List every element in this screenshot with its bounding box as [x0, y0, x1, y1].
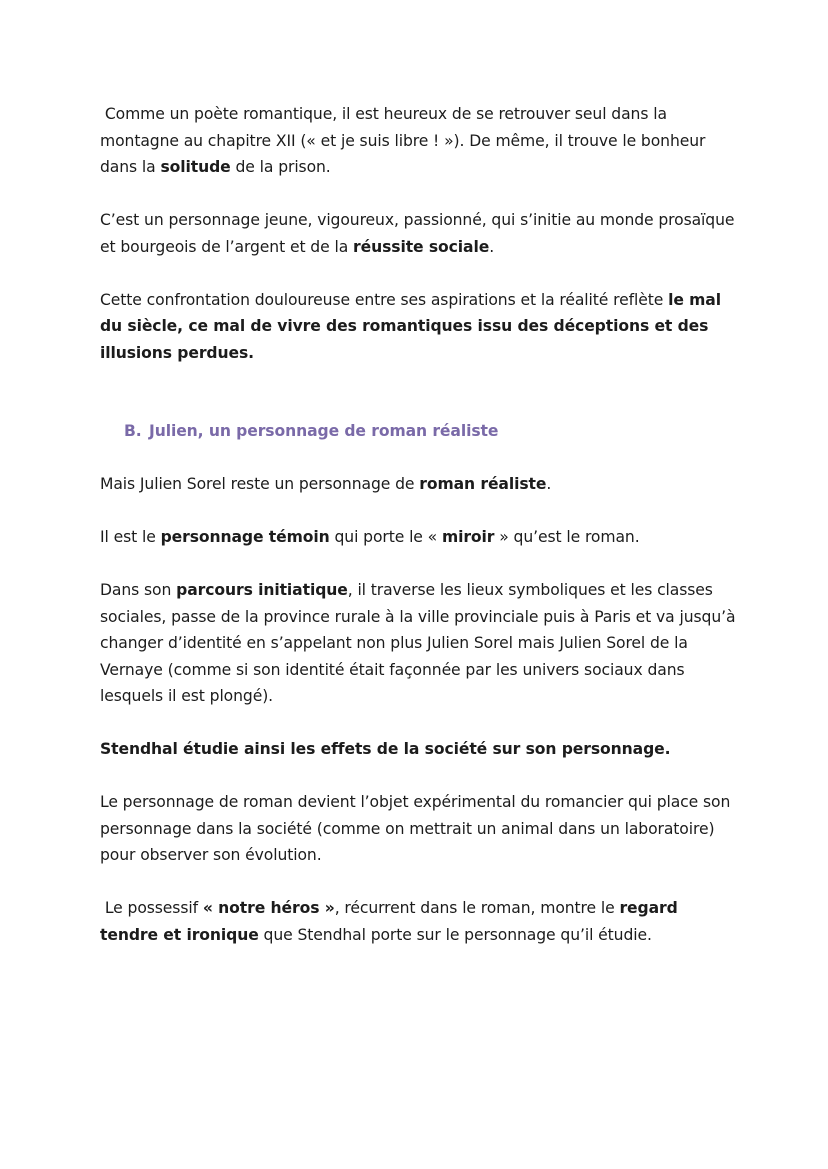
text-run: , il traverse les lieux symboliques et les classes sociales, passe de la province rurale à la ville provinciale puis à Paris et va jusqu’à changer d’identité en s’appelant non plus Julien Sorel mais Julien Sorel de la Vernaye (comme si son identité était façonnée par les univers sociaux dans lesquels il est plongé). — [100, 581, 736, 705]
text-run: Cette confrontation douloureuse entre ses aspirations et la réalité reflète — [100, 290, 669, 309]
bold-run: le mal du siècle, ce mal de vivre des romantiques issu des déceptions et des illusions perdues. — [100, 290, 721, 362]
paragraph-mal-du-siecle — [100, 287, 740, 367]
bold-run: personnage témoin — [160, 528, 330, 546]
text-run: Le personnage de roman devient l’objet expérimental du romancier qui place son personnage dans la société (comme on mettrait un animal dans un laboratoire) pour observer son évolution. — [100, 793, 731, 864]
text-run: Mais Julien Sorel reste un personnage de — [100, 475, 420, 493]
text-run: » qu’est le roman. — [494, 528, 640, 546]
text-run: qui porte le « — [329, 528, 442, 546]
bold-run: regard tendre et ironique — [100, 899, 678, 944]
paragraph-notre-heros — [100, 895, 740, 948]
text-run: Dans son — [100, 581, 177, 599]
paragraph-romantic-poet — [100, 101, 740, 181]
section-number: B. — [124, 422, 142, 440]
text-run: . — [546, 475, 552, 493]
text-run: Il est le — [100, 528, 161, 546]
bold-run: solitude — [160, 158, 231, 176]
bold-run: « notre héros » — [202, 899, 335, 917]
document-body — [100, 101, 740, 975]
section-heading-b — [124, 418, 740, 445]
text-run: . — [489, 237, 495, 256]
text-run: de la prison. — [230, 158, 331, 176]
paragraph-realist-novel — [100, 471, 740, 498]
bold-run: parcours initiatique — [176, 581, 348, 599]
paragraph-initiatory-journey — [100, 577, 740, 710]
bold-run: miroir — [441, 528, 495, 546]
paragraph-experimental-object — [100, 789, 740, 869]
paragraph-young-character — [100, 207, 740, 260]
text-run: Le possessif — [104, 899, 203, 917]
paragraph-witness-character — [100, 524, 740, 551]
bold-run: Stendhal étudie ainsi les effets de la société sur son personnage. — [100, 740, 671, 758]
section-title: Julien, un personnage de roman réaliste — [149, 422, 499, 440]
text-run: que Stendhal porte sur le personnage qu’il étudie. — [258, 925, 652, 944]
text-run: , récurrent dans le roman, montre le — [334, 899, 620, 917]
paragraph-stendhal-studies — [100, 736, 740, 763]
text-run: Comme un poète romantique, il est heureux de se retrouver seul dans la montagne au chapitre XII (« et je suis libre ! »). De même, il trouve le bonheur dans la — [100, 105, 706, 176]
text-run: C’est un personnage jeune, vigoureux, passionné, qui s’initie au monde prosaïque et bourgeois de l’argent et de la — [100, 211, 735, 256]
bold-run: réussite sociale — [353, 237, 490, 256]
bold-run: roman réaliste — [419, 475, 547, 493]
